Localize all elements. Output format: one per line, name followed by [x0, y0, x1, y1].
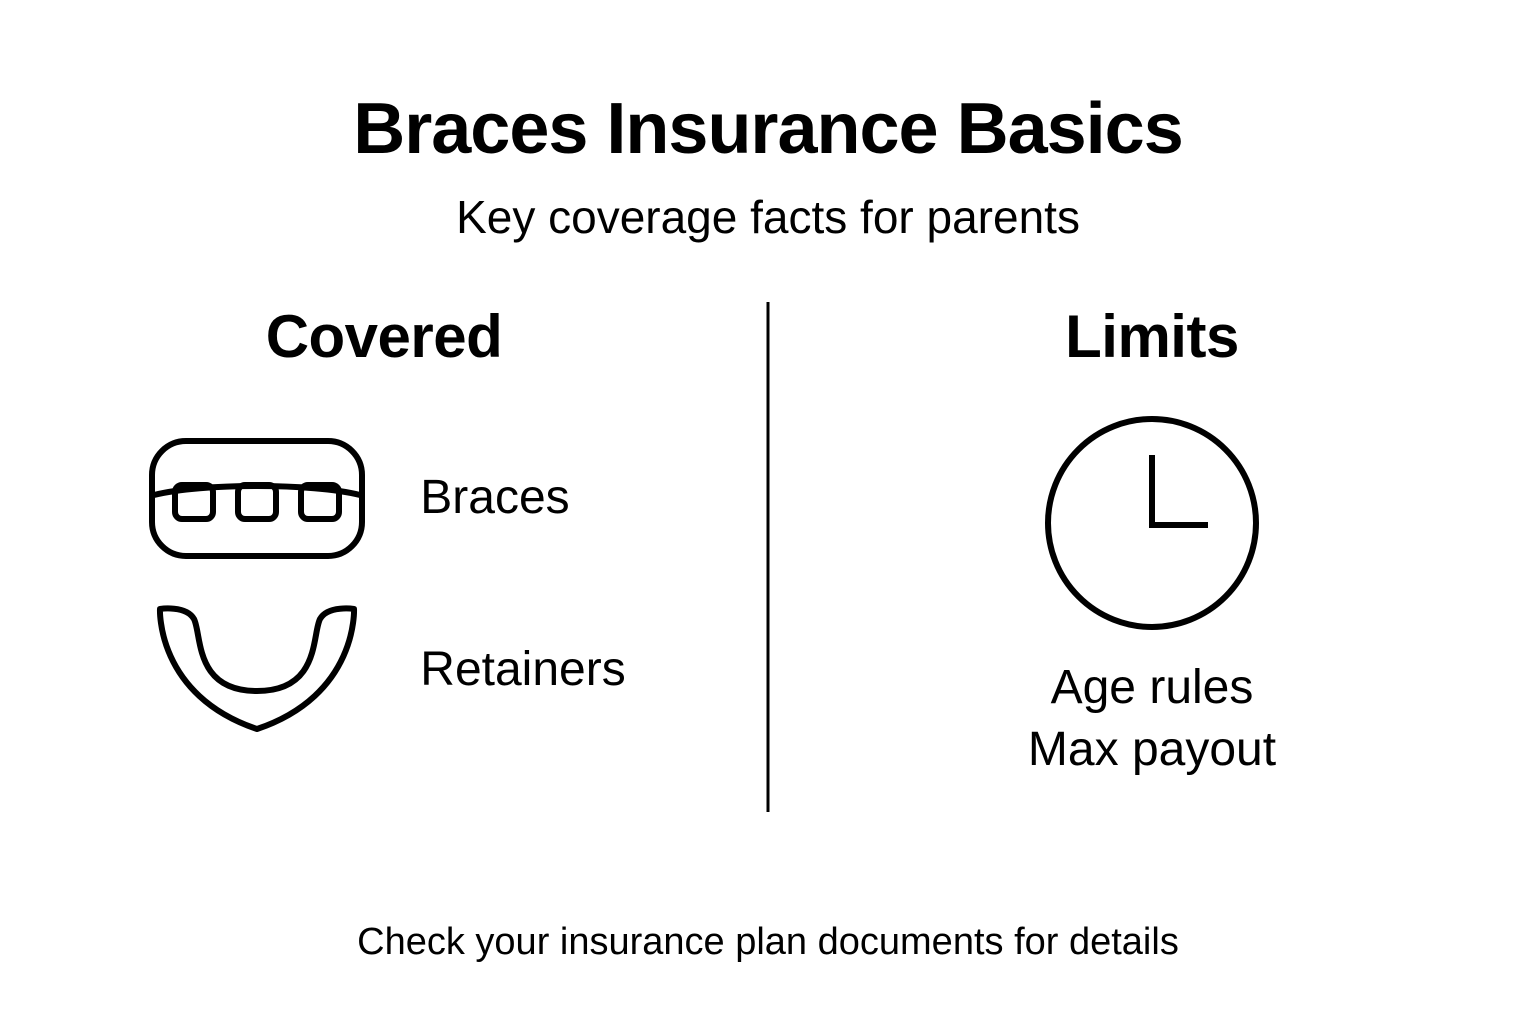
limit-line: Max payout: [1027, 723, 1277, 777]
retainer-icon: [142, 595, 372, 745]
limits-text-list: [1028, 660, 1276, 779]
list-item-label: Braces: [420, 470, 570, 524]
column-limits-heading: Limits: [1065, 302, 1239, 370]
list-item: [142, 423, 569, 573]
page-title: Braces Insurance Basics: [353, 89, 1183, 169]
list-item-label: Retainers: [420, 642, 626, 696]
columns-container: [0, 302, 1536, 822]
column-limits: [768, 302, 1536, 822]
vertical-divider: [767, 302, 770, 812]
braces-icon: [142, 423, 372, 573]
page-subtitle: Key coverage facts for parents: [456, 190, 1080, 243]
column-covered: [0, 302, 768, 822]
footer-note: Check your insurance plan documents for details: [357, 921, 1179, 963]
list-item: [142, 595, 625, 745]
limits-content: [1028, 413, 1276, 779]
covered-items-list: [142, 423, 625, 745]
limit-line: Age rules: [1050, 660, 1254, 714]
clock-icon: [1042, 413, 1262, 638]
column-covered-heading: Covered: [265, 302, 503, 370]
